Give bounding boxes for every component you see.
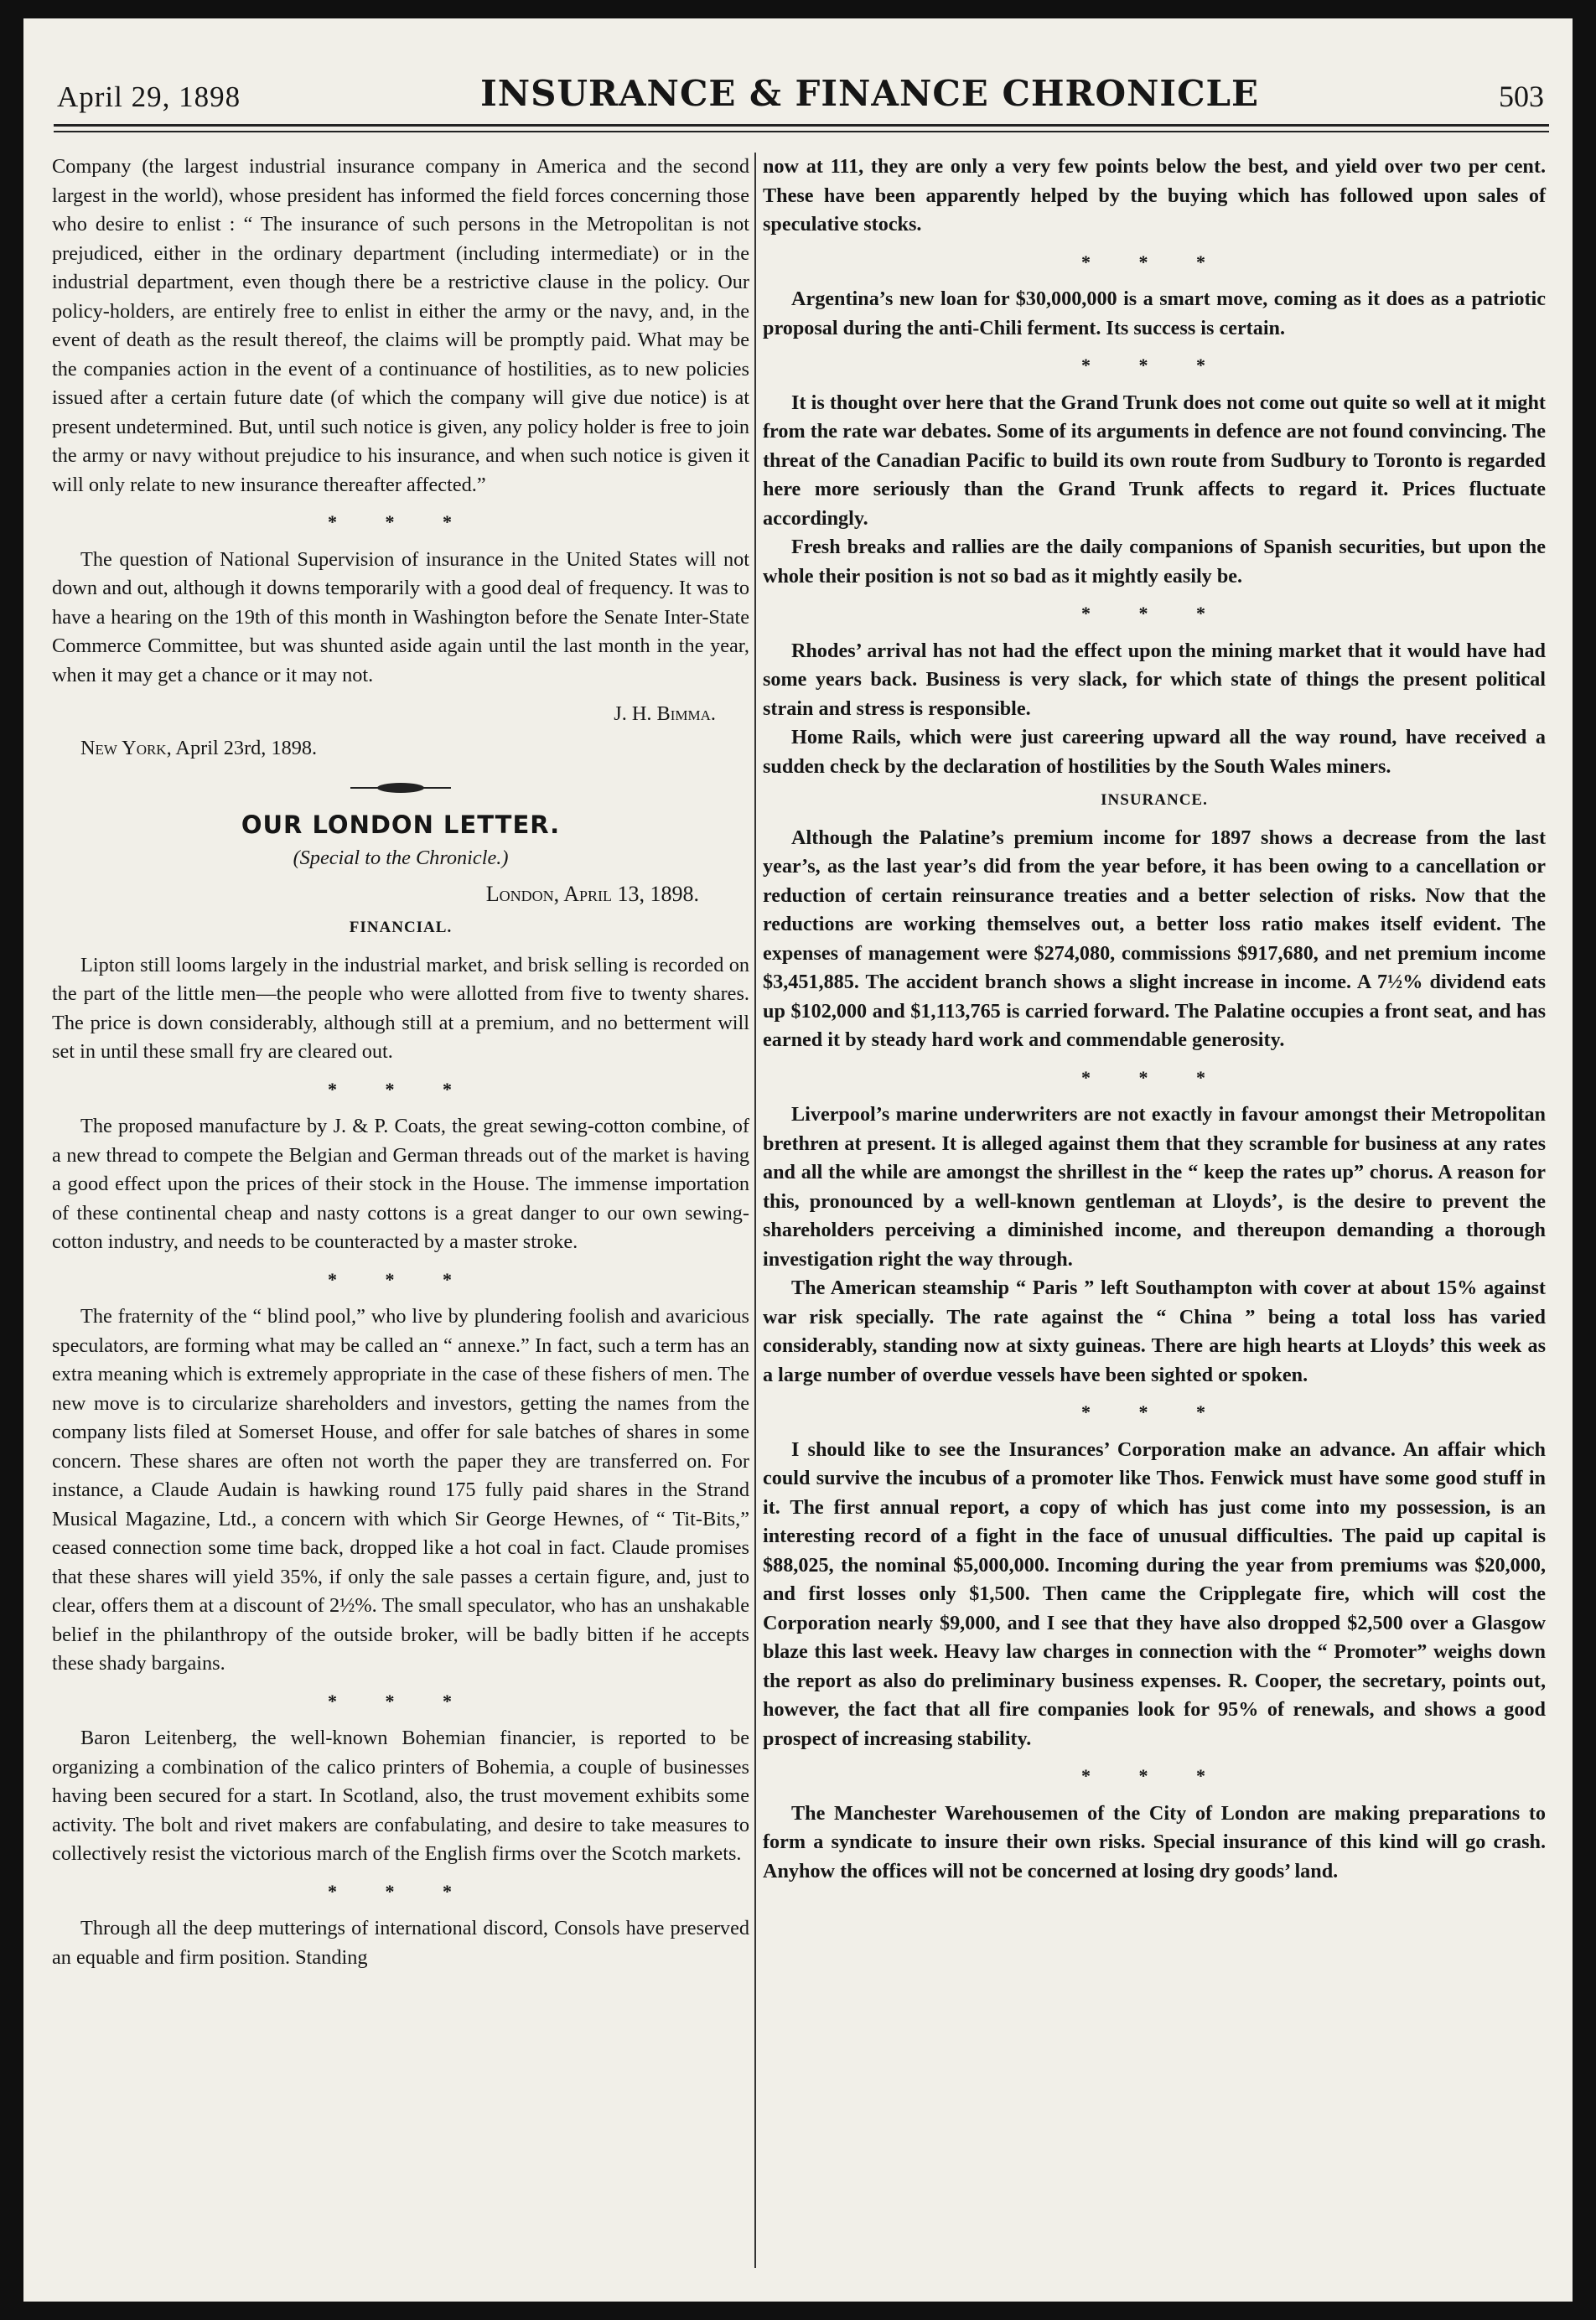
newspaper-page [23,18,1573,2302]
section-break-stars: * * * [1081,1066,1227,1088]
section-break-stars: * * * [328,1880,474,1902]
section-break-stars: * * * [1081,1765,1227,1786]
section-break-stars: * * * [1081,603,1227,624]
paragraph: It is thought over here that the Grand Trunk does not come out quite so well at it might from the rate war debates. Some of its arguments in defence are not found convincing. The threat of the Canadian Pacific to build its own route from Sudbury to Toronto is regarded here more seriously than the Grand Trunk affects to regard it. Prices fluctuate accordingly. [763,391,1546,530]
article-dateline: London, April 13, 1898. [485,881,699,906]
paragraph: Lipton still looms largely in the industrial market, and brisk selling is recorded on the part of the little men—the people who were allotted from five to twenty shares. The price is down considerably, although still at a premium, and no betterment will set in until these small fry are cleared out. [52,953,749,1063]
section-break-stars: * * * [328,1078,474,1100]
article-heading: OUR LONDON LETTER. [241,810,561,839]
paragraph: Fresh breaks and rallies are the daily companions of Spanish securities, but upon the whole their position is not so bad as it mightly easily be. [763,536,1546,588]
paragraph: The American steamship “ Paris ” left Southampton with cover at about 15% against war risk specially. The rate against the “ China ” being a total loss has varied considerably, standing now at sixty guineas. There are high hearts at Lloyds’ this week as a large number of overdue vessels have been sighted or spoken. [763,1277,1546,1386]
place-date [52,734,749,764]
section-break-stars: * * * [328,511,474,532]
place-date-text: April 23rd, 1898. [175,736,318,759]
paragraph: I should like to see the Insurances’ Corporation make an advance. An affair which could survive the incubus of a promoter like Thos. Fenwick must have some good stuff in it. The first annual report, a copy of which has just come into my possession, is an interesting record of a fight in the face of unusual difficulties. The paid up capital is $88,025, the nominal $5,000,000. Incoming during the year from premiums was $20,000, and first losses only $1,500. Then came the Cripplegate fire, which will cost the Corporation nearly $9,000, and I see that they have also dropped $2,500 over a Glasgow blaze this last week. Heavy law charges in connection with the “ Promoter” weighs down the report as also do preliminary business expenses. R. Cooper, the secretary, points out, however, the fact that all fire companies look for 95% of renewals, and shows a good prospect of increasing stability. [763,1437,1546,1750]
paragraph: Home Rails, which were just careering upward all the way round, have received a sudden check by the declaration of hostilities by the South Wales miners. [763,726,1546,778]
paragraph: Baron Leitenberg, the well-known Bohemian financier, is reported to be organizing a combination of the calico printers of Bohemia, a couple of businesses having been secured for a start. In Scotland, also, the trust movement exhibits some activity. The bolt and rivet makers are confabulating, and desire to take measures to collectively resist the victorious march of the English firms over the Scotch markets. [52,1727,749,1865]
author-signature: J. H. Bimma. [614,702,716,725]
paragraph: The fraternity of the “ blind pool,” who live by plundering foolish and avaricious speculators, are forming what may be called an “ annexe.” In fact, such a term has an extra meaning which is extremely appropriate in the case of these fishers of men. The new move is to circularize shareholders and investors, getting the names from the company lists filed at Somerset House, and offer for sale batches of shares in some concern. These shares are often not worth the paper they are transferred on. For instance, a Claude Audain is hawking round 175 fully paid shares in the Strand Musical Magazine, Ltd., a concern with which Sir George Hewnes, of “ Tit-Bits,” ceased connection some time back, dropped like a hot coal in fact. Claude promises that these shares will yield 35%, if only the sale passes a certain figure, and, just to clear, offers them at a discount of 2½%. The small speculator, who has an unshakable belief in the philanthropy of the outside broker, will be badly bitten if he accepts these shady bargains. [52,1305,749,1675]
issue-date: April 29, 1898 [57,80,241,113]
section-break-stars: * * * [1081,1401,1227,1422]
paragraph: now at 111, they are only a very few points below the best, and yield over two per cent. These have been apparently helped by the buying which has followed upon sales of speculative stocks. [763,155,1546,236]
paragraph: Although the Palatine’s premium income for 1897 shows a decrease from the last year’s, as the last year’s did from the year before, it has been owing to a cancellation or reduction of certain reinsurance treaties and a better selection of risks. Now that the reductions are working themselves out, a better loss ratio makes itself evident. The expenses of management were $274,080, commissions $917,680, and net premium income $3,451,885. The accident branch shows a slight increase in income. A 7½% dividend eats up $102,000 and $1,113,765 is carried forward. The Palatine occupies a front seat, and has earned it by steady hard work and commendable generosity. [763,826,1546,1051]
column-divider [754,153,756,2268]
left-column [52,153,749,2268]
section-break-stars: * * * [328,1268,474,1290]
section-break-stars: * * * [328,1690,474,1712]
ornament-divider-icon [52,774,749,804]
section-heading-insurance: INSURANCE. [1101,791,1208,809]
paragraph: Liverpool’s marine underwriters are not exactly in favour amongst their Metropolitan brethren at present. It is alleged against them that they scramble for business at any rates and all the while are amongst the shrillest in the “ keep the rates up” chorus. A reason for this, pronounced by a well-known gentleman at Lloyds’, is the desire to prevent the shareholders perceiving a diminished income, and thereupon demanding a thorough investigation right the way through. [763,1103,1546,1271]
paragraph: Through all the deep mutterings of international discord, Consols have preserved an equable and firm position. Standing [52,1917,749,1969]
header-rule-top [54,124,1549,127]
page-number: 503 [1498,80,1544,113]
paragraph: Company (the largest industrial insurance company in America and the second largest in the world), whose president has informed the field forces concerning those who desire to enlist : “ The insurance of such persons in the Metropolitan is not prejudiced, either in the ordinary department (including intermediate) or in the industrial department, even though there be a restrictive clause in the policy. Our policy-holders, are entirely free to enlist in either the army or the navy, and, in the event of death as the result thereof, the claims will be promptly paid. What may be the companies action in the event of a continuance of hostilities, as to new policies issued after a certain future date (of which the company will give due notice) is at present undetermined. But, until such notice is given, any policy holder is free to join the army or navy without prejudice to his insurance, and when such notice is given it will only relate to new insurance thereafter affected.” [52,155,749,496]
section-heading-financial: FINANCIAL. [349,919,453,936]
header-rule-bottom [54,131,1549,132]
right-column [763,153,1546,2268]
page-header [57,50,1544,114]
paragraph: The Manchester Warehousemen of the City of London are making preparations to form a syndicate to insure their own risks. Special insurance of this kind will go crash. Anyhow the offices will not be concerned at losing dry goods’ land. [763,1801,1546,1882]
section-break-stars: * * * [1081,355,1227,375]
section-break-stars: * * * [1081,251,1227,272]
paragraph: The question of National Supervision of insurance in the United States will not down and out, although it downs temporarily with a good deal of frequency. It was to have a hearing on the 19th of this month in Washington before the Senate Inter-State Commerce Committee, but was shunted aside again until the last month in the year, when it may get a chance or it may not. [52,547,749,686]
article-subheading: (Special to the Chronicle.) [293,847,509,869]
place-city: New York, [80,736,172,759]
paragraph: The proposed manufacture by J. & P. Coats, the great sewing-cotton combine, of a new thread to compete the Belgian and German threads out of the market is having a good effect upon the prices of their stock in the House. The immense importation of these continental cheap and nasty cottons is a great danger to our own sewing-cotton industry, and needs to be counteracted by a master stroke. [52,1115,749,1253]
paragraph: Argentina’s new loan for $30,000,000 is a smart move, coming as it does as a patriotic proposal during the anti-Chili ferment. Its success is certain. [763,287,1546,339]
publication-title: INSURANCE & FINANCE CHRONICLE [480,73,1260,114]
paragraph: Rhodes’ arrival has not had the effect upon the mining market that it would have had some years back. Business is very slack, for which state of things the present political strain and stress is responsible. [763,639,1546,720]
